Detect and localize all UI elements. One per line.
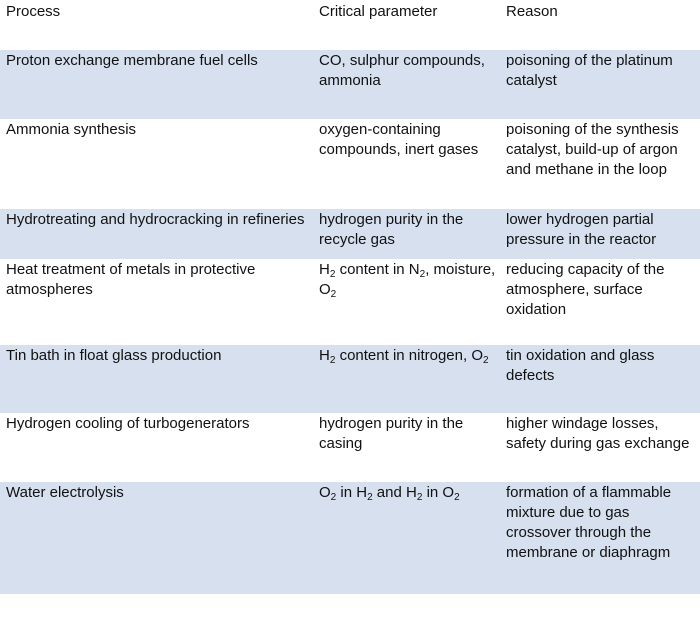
cell-text: $H_2$ content in nitrogen, $O_2$ — [319, 347, 489, 366]
header-process: Process — [6, 3, 61, 20]
table-row — [0, 119, 700, 209]
cell-text: atmosphere, surface — [506, 281, 643, 298]
table-row — [0, 482, 700, 594]
cell-text: casing — [319, 435, 363, 452]
reason-cell — [499, 50, 700, 119]
cell-text: hydrogen purity in the — [319, 211, 464, 228]
parameter-cell — [312, 259, 499, 345]
cell-text: higher windage losses, — [506, 415, 659, 432]
cell-text: compounds, inert gases — [319, 141, 479, 158]
cell-text: poisoning of the synthesis — [506, 121, 679, 138]
process-cell — [0, 413, 312, 482]
reason-cell — [499, 119, 700, 209]
reason-cell — [499, 482, 700, 594]
parameter-cell — [312, 209, 499, 259]
reason-cell — [499, 259, 700, 345]
cell-text: Hydrotreating and hydrocracking in refineries — [6, 211, 305, 228]
cell-text: catalyst — [506, 72, 557, 89]
header-reason: Reason — [506, 3, 558, 20]
cell-text: atmospheres — [6, 281, 93, 298]
cell-text: Proton exchange membrane fuel cells — [6, 52, 258, 69]
cell-text: crossover through the — [506, 524, 652, 541]
process-cell — [0, 119, 312, 209]
cell-text: catalyst, build-up of argon — [506, 141, 678, 158]
cell-text: membrane or diaphragm — [506, 544, 671, 561]
cell-text: Ammonia synthesis — [6, 121, 137, 138]
table-header-row — [0, 0, 700, 50]
table-row — [0, 345, 700, 413]
cell-text: oxidation — [506, 301, 567, 318]
cell-text: Water electrolysis — [6, 484, 124, 501]
parameter-cell — [312, 345, 499, 413]
cell-text: $O_2$ — [319, 281, 337, 300]
process-cell — [0, 482, 312, 594]
table-row — [0, 413, 700, 482]
table-row — [0, 50, 700, 119]
cell-text: reducing capacity of the — [506, 261, 665, 278]
cell-text: hydrogen purity in the — [319, 415, 464, 432]
cell-text: $H_2$ content in $N_2$, moisture, — [319, 261, 496, 280]
process-cell — [0, 50, 312, 119]
cell-text: $O_2$ in $H_2$ and $H_2$ in $O_2$ — [319, 484, 460, 503]
cell-text: poisoning of the platinum — [506, 52, 673, 69]
table-row — [0, 209, 700, 259]
table-bottom-spacer — [0, 594, 700, 623]
table-row — [0, 259, 700, 345]
parameter-cell — [312, 482, 499, 594]
cell-text: and methane in the loop — [506, 161, 667, 178]
reason-cell — [499, 345, 700, 413]
cell-text: tin oxidation and glass — [506, 347, 655, 364]
cell-text: ammonia — [319, 72, 381, 89]
process-cell — [0, 259, 312, 345]
cell-text: formation of a flammable — [506, 484, 672, 501]
reason-cell — [499, 209, 700, 259]
cell-text: recycle gas — [319, 231, 395, 248]
parameter-cell — [312, 119, 499, 209]
cell-text: lower hydrogen partial — [506, 211, 654, 228]
reason-cell — [499, 413, 700, 482]
cell-text: safety during gas exchange — [506, 435, 690, 452]
cell-text: Hydrogen cooling of turbogenerators — [6, 415, 250, 432]
cell-text: Heat treatment of metals in protective — [6, 261, 256, 278]
cell-text: oxygen-containing — [319, 121, 441, 138]
cell-text: mixture due to gas — [506, 504, 630, 521]
parameter-cell — [312, 413, 499, 482]
cell-text: Tin bath in float glass production — [6, 347, 222, 364]
parameter-cell — [312, 50, 499, 119]
cell-text: CO, sulphur compounds, — [319, 52, 485, 69]
process-cell — [0, 209, 312, 259]
header-critical-parameter: Critical parameter — [319, 3, 438, 20]
cell-text: defects — [506, 367, 555, 384]
process-cell — [0, 345, 312, 413]
cell-text: pressure in the reactor — [506, 231, 657, 248]
